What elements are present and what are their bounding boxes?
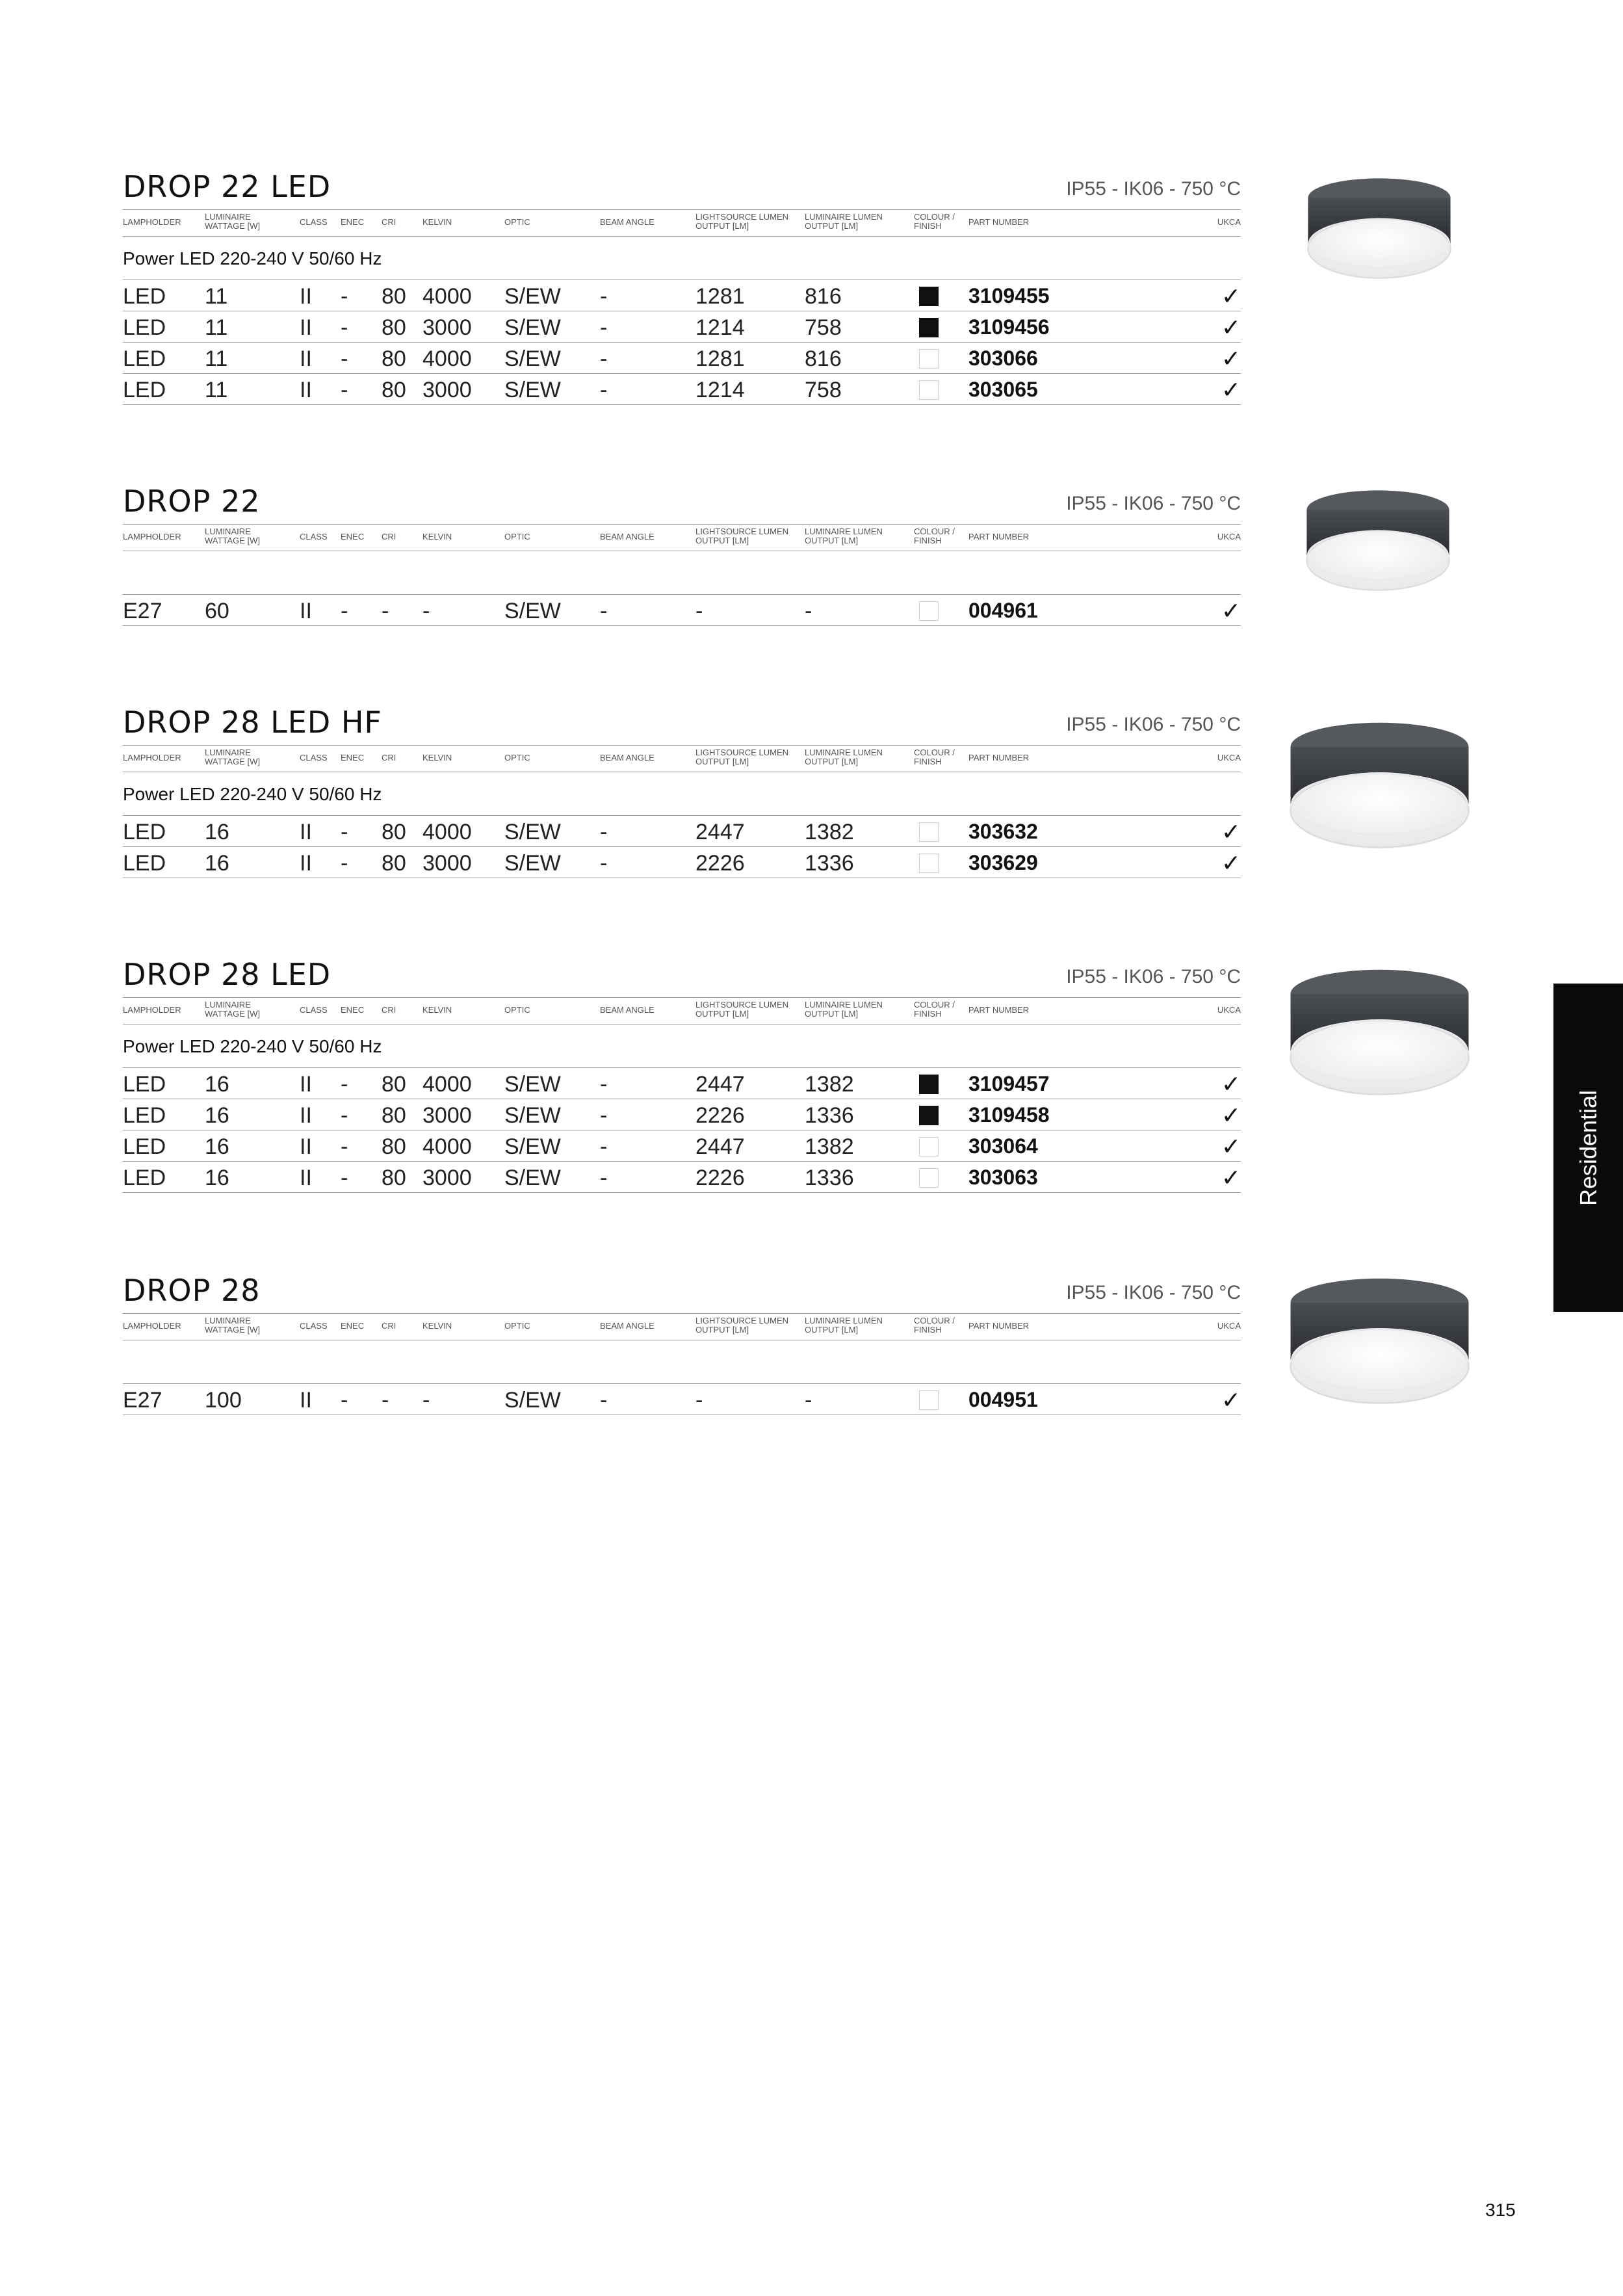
cell-beam: - xyxy=(600,599,608,623)
header-beam: BEAM ANGLE xyxy=(600,532,655,541)
table-row xyxy=(123,815,1241,846)
colour-swatch-white xyxy=(919,349,939,369)
ukca-check-icon: ✓ xyxy=(1221,314,1241,341)
header-ls-lumen: LIGHTSOURCE LUMEN OUTPUT [LM] xyxy=(695,1316,789,1335)
cell-lampholder: LED xyxy=(123,284,166,309)
ukca-check-icon: ✓ xyxy=(1221,1102,1241,1128)
cell-lampholder: LED xyxy=(123,851,166,876)
header-beam: BEAM ANGLE xyxy=(600,1321,655,1331)
cell-ls-lumen: 2447 xyxy=(695,820,745,844)
cell-kelvin: 3000 xyxy=(422,378,472,402)
cell-lum-lumen: 758 xyxy=(805,378,842,402)
cell-lum-lumen: 816 xyxy=(805,284,842,309)
header-wattage: LUMINAIRE WATTAGE [W] xyxy=(205,212,260,231)
cell-class: II xyxy=(300,315,312,340)
cell-part: 3109458 xyxy=(968,1103,1050,1127)
header-part: PART NUMBER xyxy=(968,217,1030,227)
cell-beam: - xyxy=(600,284,608,309)
header-ls-lumen: LIGHTSOURCE LUMEN OUTPUT [LM] xyxy=(695,748,789,766)
header-ukca: UKCA xyxy=(1217,753,1241,763)
header-kelvin: KELVIN xyxy=(422,1321,452,1331)
cell-wattage: 16 xyxy=(205,1103,229,1128)
cell-ls-lumen: 1281 xyxy=(695,284,745,309)
cell-optic: S/EW xyxy=(504,1388,561,1413)
header-lampholder: LAMPHOLDER xyxy=(123,532,181,541)
cell-ls-lumen: 1214 xyxy=(695,315,745,340)
header-optic: OPTIC xyxy=(504,217,530,227)
colour-swatch-white xyxy=(919,854,939,873)
header-optic: OPTIC xyxy=(504,532,530,541)
cell-part: 004961 xyxy=(968,599,1038,622)
cell-enec: - xyxy=(341,1166,348,1190)
cell-enec: - xyxy=(341,378,348,402)
header-optic: OPTIC xyxy=(504,753,530,763)
product-image xyxy=(1300,484,1456,605)
ukca-check-icon: ✓ xyxy=(1221,818,1241,845)
cell-class: II xyxy=(300,820,312,844)
header-ls-lumen: LIGHTSOURCE LUMEN OUTPUT [LM] xyxy=(695,527,789,545)
header-part: PART NUMBER xyxy=(968,1321,1030,1331)
colour-swatch-white xyxy=(919,822,939,842)
header-lum-lumen: LUMINAIRE LUMEN OUTPUT [LM] xyxy=(805,212,883,231)
colour-swatch-black xyxy=(919,287,939,306)
cell-cri: 80 xyxy=(382,851,406,876)
product-image xyxy=(1293,172,1465,293)
table-row xyxy=(123,1383,1241,1415)
header-enec: ENEC xyxy=(341,753,365,763)
product-rating: IP55 - IK06 - 750 °C xyxy=(1066,966,1241,987)
header-colour: COLOUR / FINISH xyxy=(914,527,955,545)
ukca-check-icon: ✓ xyxy=(1221,1387,1241,1413)
cell-wattage: 100 xyxy=(205,1388,242,1413)
header-cri: CRI xyxy=(382,532,396,541)
cell-lum-lumen: 1336 xyxy=(805,1103,854,1128)
table-row xyxy=(123,1067,1241,1099)
section-tab-label: Residential xyxy=(1574,1089,1602,1206)
cell-enec: - xyxy=(341,315,348,340)
cell-enec: - xyxy=(341,599,348,623)
colour-swatch-white xyxy=(919,1390,939,1410)
ukca-check-icon: ✓ xyxy=(1221,283,1241,309)
cell-wattage: 11 xyxy=(205,315,228,340)
cell-cri: 80 xyxy=(382,1134,406,1159)
cell-kelvin: 3000 xyxy=(422,1166,472,1190)
ukca-check-icon: ✓ xyxy=(1221,850,1241,876)
table-row xyxy=(123,280,1241,311)
cell-optic: S/EW xyxy=(504,1134,561,1159)
cell-kelvin: 3000 xyxy=(422,851,472,876)
cell-enec: - xyxy=(341,1134,348,1159)
cell-lum-lumen: 816 xyxy=(805,346,842,371)
header-class: CLASS xyxy=(300,217,328,227)
table-header xyxy=(123,209,1241,237)
cell-cri: 80 xyxy=(382,820,406,844)
cell-ls-lumen: - xyxy=(695,599,703,623)
cell-part: 303064 xyxy=(968,1134,1038,1158)
cell-part: 3109455 xyxy=(968,284,1050,307)
cell-lampholder: LED xyxy=(123,315,166,340)
header-part: PART NUMBER xyxy=(968,753,1030,763)
cell-kelvin: 4000 xyxy=(422,1134,472,1159)
table-row xyxy=(123,342,1241,373)
header-colour: COLOUR / FINISH xyxy=(914,748,955,766)
cell-class: II xyxy=(300,284,312,309)
cell-wattage: 16 xyxy=(205,1072,229,1097)
cell-optic: S/EW xyxy=(504,599,561,623)
ukca-check-icon: ✓ xyxy=(1221,1133,1241,1160)
cell-ls-lumen: 2226 xyxy=(695,851,745,876)
table-row xyxy=(123,373,1241,405)
header-optic: OPTIC xyxy=(504,1321,530,1331)
cell-lum-lumen: - xyxy=(805,1388,812,1413)
cell-cri: 80 xyxy=(382,1072,406,1097)
header-optic: OPTIC xyxy=(504,1005,530,1015)
product-rating: IP55 - IK06 - 750 °C xyxy=(1066,178,1241,200)
cell-lum-lumen: 1382 xyxy=(805,1134,854,1159)
cell-cri: 80 xyxy=(382,315,406,340)
product-subtitle: Power LED 220-240 V 50/60 Hz xyxy=(123,248,382,268)
product-subtitle: Power LED 220-240 V 50/60 Hz xyxy=(123,1036,382,1056)
cell-wattage: 16 xyxy=(205,1134,229,1159)
cell-beam: - xyxy=(600,820,608,844)
cell-lampholder: LED xyxy=(123,820,166,844)
cell-enec: - xyxy=(341,851,348,876)
header-wattage: LUMINAIRE WATTAGE [W] xyxy=(205,1316,260,1335)
cell-cri: - xyxy=(382,599,389,623)
cell-lampholder: E27 xyxy=(123,1388,162,1413)
header-ukca: UKCA xyxy=(1217,532,1241,541)
ukca-check-icon: ✓ xyxy=(1221,345,1241,372)
header-lum-lumen: LUMINAIRE LUMEN OUTPUT [LM] xyxy=(805,748,883,766)
cell-optic: S/EW xyxy=(504,1072,561,1097)
header-wattage: LUMINAIRE WATTAGE [W] xyxy=(205,748,260,766)
cell-wattage: 11 xyxy=(205,284,228,309)
header-kelvin: KELVIN xyxy=(422,217,452,227)
header-part: PART NUMBER xyxy=(968,532,1030,541)
cell-cri: - xyxy=(382,1388,389,1413)
header-lampholder: LAMPHOLDER xyxy=(123,217,181,227)
cell-part: 303632 xyxy=(968,820,1038,843)
cell-optic: S/EW xyxy=(504,851,561,876)
cell-lum-lumen: 1382 xyxy=(805,820,854,844)
header-enec: ENEC xyxy=(341,217,365,227)
cell-enec: - xyxy=(341,284,348,309)
ukca-check-icon: ✓ xyxy=(1221,1071,1241,1097)
cell-beam: - xyxy=(600,378,608,402)
cell-beam: - xyxy=(600,1134,608,1159)
table-header xyxy=(123,524,1241,551)
cell-optic: S/EW xyxy=(504,346,561,371)
cell-cri: 80 xyxy=(382,378,406,402)
product-image xyxy=(1284,715,1475,865)
cell-lampholder: LED xyxy=(123,1103,166,1128)
cell-class: II xyxy=(300,599,312,623)
cell-beam: - xyxy=(600,315,608,340)
cell-cri: 80 xyxy=(382,1166,406,1190)
header-enec: ENEC xyxy=(341,1321,365,1331)
table-row xyxy=(123,311,1241,342)
header-lum-lumen: LUMINAIRE LUMEN OUTPUT [LM] xyxy=(805,1000,883,1019)
cell-class: II xyxy=(300,346,312,371)
cell-class: II xyxy=(300,1072,312,1097)
product-rating: IP55 - IK06 - 750 °C xyxy=(1066,493,1241,514)
product-title: DROP 28 LED HF xyxy=(123,705,382,740)
cell-class: II xyxy=(300,1103,312,1128)
header-kelvin: KELVIN xyxy=(422,532,452,541)
ukca-check-icon: ✓ xyxy=(1221,1164,1241,1191)
cell-beam: - xyxy=(600,851,608,876)
cell-class: II xyxy=(300,1134,312,1159)
section-tab xyxy=(1553,984,1623,1312)
header-part: PART NUMBER xyxy=(968,1005,1030,1015)
cell-enec: - xyxy=(341,1072,348,1097)
cell-beam: - xyxy=(600,346,608,371)
header-cri: CRI xyxy=(382,1321,396,1331)
cell-lum-lumen: 758 xyxy=(805,315,842,340)
product-rating: IP55 - IK06 - 750 °C xyxy=(1066,1282,1241,1303)
table-row xyxy=(123,846,1241,878)
colour-swatch-white xyxy=(919,1168,939,1188)
page-number: 315 xyxy=(1485,2200,1516,2220)
table-header xyxy=(123,1313,1241,1340)
cell-ls-lumen: 2447 xyxy=(695,1072,745,1097)
cell-lampholder: LED xyxy=(123,378,166,402)
cell-optic: S/EW xyxy=(504,315,561,340)
header-cri: CRI xyxy=(382,217,396,227)
table-row xyxy=(123,1099,1241,1130)
product-title: DROP 28 xyxy=(123,1273,261,1308)
cell-part: 3109457 xyxy=(968,1072,1050,1095)
cell-lum-lumen: 1336 xyxy=(805,1166,854,1190)
cell-lampholder: LED xyxy=(123,346,166,371)
cell-beam: - xyxy=(600,1103,608,1128)
product-subtitle: Power LED 220-240 V 50/60 Hz xyxy=(123,784,382,804)
cell-wattage: 11 xyxy=(205,346,228,371)
header-class: CLASS xyxy=(300,532,328,541)
cell-ls-lumen: - xyxy=(695,1388,703,1413)
header-cri: CRI xyxy=(382,1005,396,1015)
colour-swatch-black xyxy=(919,1106,939,1125)
cell-part: 004951 xyxy=(968,1388,1038,1411)
cell-kelvin: - xyxy=(422,599,430,623)
cell-wattage: 16 xyxy=(205,851,229,876)
table-header xyxy=(123,745,1241,772)
header-wattage: LUMINAIRE WATTAGE [W] xyxy=(205,1000,260,1019)
cell-wattage: 16 xyxy=(205,1166,229,1190)
table-row xyxy=(123,1130,1241,1161)
header-kelvin: KELVIN xyxy=(422,1005,452,1015)
cell-wattage: 16 xyxy=(205,820,229,844)
cell-class: II xyxy=(300,851,312,876)
table-row xyxy=(123,594,1241,626)
product-rating: IP55 - IK06 - 750 °C xyxy=(1066,714,1241,735)
cell-lum-lumen: 1382 xyxy=(805,1072,854,1097)
table-header xyxy=(123,997,1241,1024)
product-title: DROP 28 LED xyxy=(123,957,331,992)
cell-lum-lumen: - xyxy=(805,599,812,623)
cell-kelvin: 4000 xyxy=(422,284,472,309)
header-enec: ENEC xyxy=(341,1005,365,1015)
header-ls-lumen: LIGHTSOURCE LUMEN OUTPUT [LM] xyxy=(695,1000,789,1019)
cell-enec: - xyxy=(341,346,348,371)
header-wattage: LUMINAIRE WATTAGE [W] xyxy=(205,527,260,545)
cell-lampholder: LED xyxy=(123,1072,166,1097)
cell-optic: S/EW xyxy=(504,284,561,309)
cell-part: 3109456 xyxy=(968,315,1050,339)
header-lum-lumen: LUMINAIRE LUMEN OUTPUT [LM] xyxy=(805,527,883,545)
header-ukca: UKCA xyxy=(1217,217,1241,227)
header-lampholder: LAMPHOLDER xyxy=(123,1321,181,1331)
cell-wattage: 11 xyxy=(205,378,228,402)
cell-optic: S/EW xyxy=(504,820,561,844)
table-row xyxy=(123,1161,1241,1193)
cell-class: II xyxy=(300,378,312,402)
header-class: CLASS xyxy=(300,1005,328,1015)
header-ukca: UKCA xyxy=(1217,1005,1241,1015)
header-ukca: UKCA xyxy=(1217,1321,1241,1331)
cell-ls-lumen: 2226 xyxy=(695,1166,745,1190)
cell-beam: - xyxy=(600,1166,608,1190)
cell-optic: S/EW xyxy=(504,378,561,402)
header-beam: BEAM ANGLE xyxy=(600,1005,655,1015)
cell-class: II xyxy=(300,1388,312,1413)
header-enec: ENEC xyxy=(341,532,365,541)
cell-part: 303629 xyxy=(968,851,1038,874)
colour-swatch-white xyxy=(919,1137,939,1156)
cell-ls-lumen: 1214 xyxy=(695,378,745,402)
header-class: CLASS xyxy=(300,1321,328,1331)
cell-lum-lumen: 1336 xyxy=(805,851,854,876)
cell-optic: S/EW xyxy=(504,1166,561,1190)
cell-kelvin: 3000 xyxy=(422,1103,472,1128)
cell-class: II xyxy=(300,1166,312,1190)
colour-swatch-white xyxy=(919,380,939,400)
header-colour: COLOUR / FINISH xyxy=(914,212,955,231)
cell-part: 303065 xyxy=(968,378,1038,401)
cell-beam: - xyxy=(600,1388,608,1413)
cell-enec: - xyxy=(341,1103,348,1128)
cell-lampholder: LED xyxy=(123,1166,166,1190)
cell-cri: 80 xyxy=(382,346,406,371)
cell-ls-lumen: 1281 xyxy=(695,346,745,371)
ukca-check-icon: ✓ xyxy=(1221,376,1241,403)
cell-kelvin: 4000 xyxy=(422,820,472,844)
cell-beam: - xyxy=(600,1072,608,1097)
header-beam: BEAM ANGLE xyxy=(600,217,655,227)
cell-optic: S/EW xyxy=(504,1103,561,1128)
cell-kelvin: - xyxy=(422,1388,430,1413)
colour-swatch-black xyxy=(919,318,939,337)
cell-kelvin: 4000 xyxy=(422,346,472,371)
cell-lampholder: LED xyxy=(123,1134,166,1159)
header-ls-lumen: LIGHTSOURCE LUMEN OUTPUT [LM] xyxy=(695,212,789,231)
cell-ls-lumen: 2447 xyxy=(695,1134,745,1159)
cell-kelvin: 4000 xyxy=(422,1072,472,1097)
ukca-check-icon: ✓ xyxy=(1221,597,1241,624)
product-title: DROP 22 LED xyxy=(123,169,331,204)
header-class: CLASS xyxy=(300,753,328,763)
header-cri: CRI xyxy=(382,753,396,763)
cell-enec: - xyxy=(341,1388,348,1413)
header-lampholder: LAMPHOLDER xyxy=(123,1005,181,1015)
cell-kelvin: 3000 xyxy=(422,315,472,340)
header-lampholder: LAMPHOLDER xyxy=(123,753,181,763)
product-image xyxy=(1284,962,1475,1112)
product-title: DROP 22 xyxy=(123,484,261,519)
cell-part: 303063 xyxy=(968,1166,1038,1189)
header-kelvin: KELVIN xyxy=(422,753,452,763)
cell-cri: 80 xyxy=(382,1103,406,1128)
header-lum-lumen: LUMINAIRE LUMEN OUTPUT [LM] xyxy=(805,1316,883,1335)
header-colour: COLOUR / FINISH xyxy=(914,1000,955,1019)
colour-swatch-black xyxy=(919,1075,939,1094)
colour-swatch-white xyxy=(919,601,939,621)
header-colour: COLOUR / FINISH xyxy=(914,1316,955,1335)
cell-lampholder: E27 xyxy=(123,599,162,623)
product-image xyxy=(1284,1271,1475,1420)
cell-part: 303066 xyxy=(968,346,1038,370)
cell-wattage: 60 xyxy=(205,599,229,623)
cell-ls-lumen: 2226 xyxy=(695,1103,745,1128)
cell-enec: - xyxy=(341,820,348,844)
cell-cri: 80 xyxy=(382,284,406,309)
header-beam: BEAM ANGLE xyxy=(600,753,655,763)
